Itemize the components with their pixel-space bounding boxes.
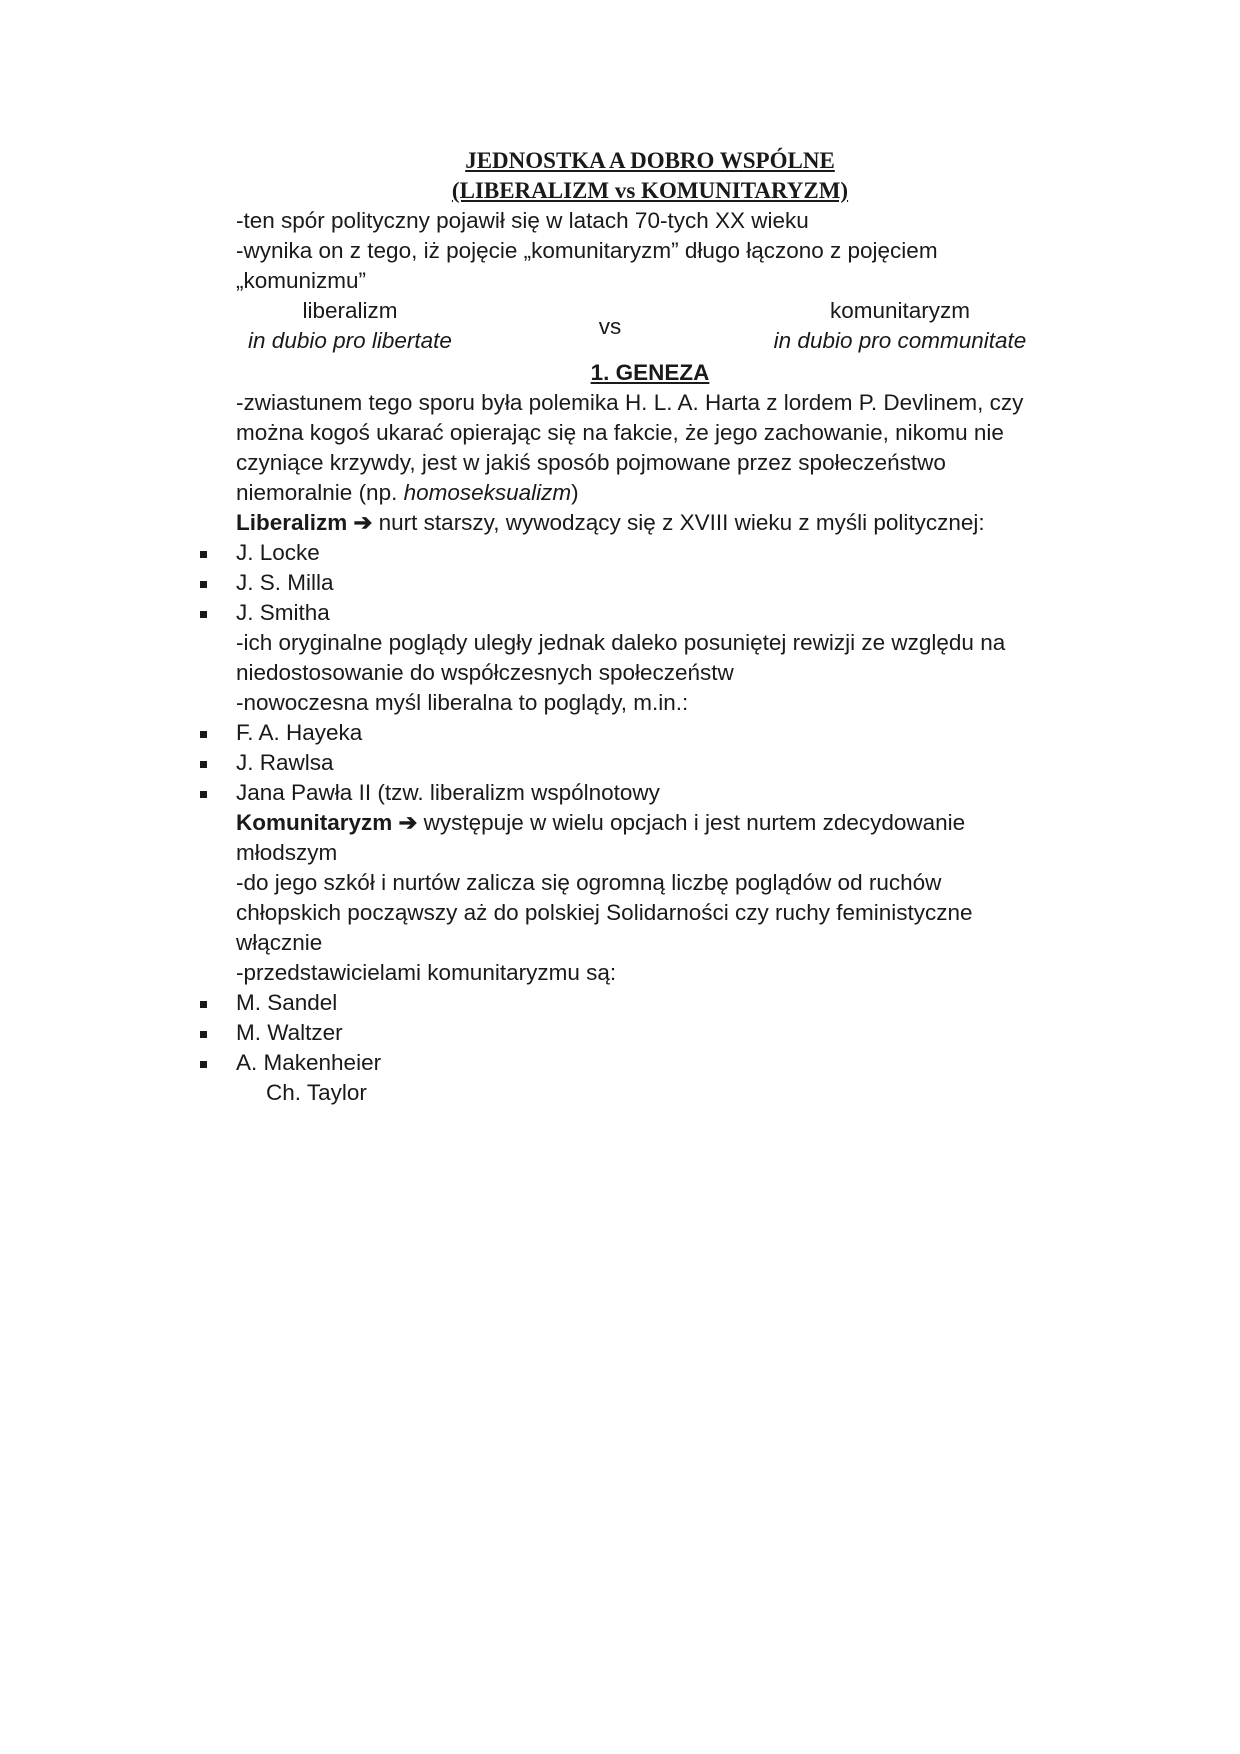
intro-line: -ten spór polityczny pojawił się w latach 70-tych XX wieku: [236, 208, 809, 233]
list-item: M. Waltzer: [236, 1020, 343, 1045]
intro-line: „komunizmu”: [236, 268, 367, 293]
square-bullet-icon: [200, 1001, 207, 1008]
list-item: J. Smitha: [236, 600, 330, 625]
paragraph-line: -do jego szkół i nurtów zalicza się ogromną liczbę poglądów od ruchów: [236, 870, 942, 895]
list-item: J. Locke: [236, 540, 320, 565]
communitarianism-line: [236, 808, 965, 838]
liberalism-label: Liberalizm: [236, 510, 348, 535]
square-bullet-icon: [200, 581, 207, 588]
liberalism-line: [236, 508, 985, 538]
square-bullet-icon: [200, 1061, 207, 1068]
paragraph-line: -ich oryginalne poglądy uległy jednak daleko posuniętej rewizji ze względu na: [236, 630, 1006, 655]
list-item: A. Makenheier: [236, 1050, 382, 1075]
paragraph-line: można kogoś ukarać opierając się na fakcie, że jego zachowanie, nikomu nie: [236, 420, 1004, 445]
paragraph-line: -nowoczesna myśl liberalna to poglądy, m.in.:: [236, 690, 689, 715]
paragraph-line: włącznie: [236, 930, 323, 955]
paragraph-line: młodszym: [236, 840, 338, 865]
vs-label: vs: [598, 314, 622, 339]
communitarianism-text: występuje w wielu opcjach i jest nurtem zdecydowanie: [417, 810, 966, 835]
list-item: J. Rawlsa: [236, 750, 334, 775]
arrow-right-icon: ➔: [353, 510, 373, 535]
list-item: Ch. Taylor: [266, 1080, 367, 1105]
paragraph-text: ): [571, 480, 579, 505]
list-item: Jana Pawła II (tzw. liberalizm wspólnotowy: [236, 780, 660, 805]
square-bullet-icon: [200, 1031, 207, 1038]
liberalism-text: nurt starszy, wywodzący się z XVIII wieku z myśli politycznej:: [372, 510, 985, 535]
arrow-right-icon: ➔: [398, 810, 418, 835]
square-bullet-icon: [200, 761, 207, 768]
paragraph-line: czyniące krzywdy, jest w jakiś sposób pojmowane przez społeczeństwo: [236, 450, 946, 475]
left-term: liberalizm: [302, 298, 398, 323]
document-title-line2: (LIBERALIZM vs KOMUNITARYZM): [451, 178, 849, 203]
list-item: M. Sandel: [236, 990, 338, 1015]
square-bullet-icon: [200, 611, 207, 618]
list-item: F. A. Hayeka: [236, 720, 363, 745]
paragraph-line: -zwiastunem tego sporu była polemika H. L. A. Harta z lordem P. Devlinem, czy: [236, 390, 1024, 415]
list-item: J. S. Milla: [236, 570, 334, 595]
paragraph-line: chłopskich począwszy aż do polskiej Solidarności czy ruchy feministyczne: [236, 900, 973, 925]
paragraph-text: niemoralnie (np.: [236, 480, 404, 505]
paragraph-line: -przedstawicielami komunitaryzmu są:: [236, 960, 617, 985]
square-bullet-icon: [200, 551, 207, 558]
square-bullet-icon: [200, 731, 207, 738]
square-bullet-icon: [200, 791, 207, 798]
left-motto: in dubio pro libertate: [248, 328, 452, 353]
communitarianism-label: Komunitaryzm: [236, 810, 393, 835]
intro-line: -wynika on z tego, iż pojęcie „komunitaryzm” długo łączono z pojęciem: [236, 238, 938, 263]
example-term: homoseksualizm: [403, 480, 572, 505]
paragraph-line: niedostosowanie do współczesnych społeczeństw: [236, 660, 734, 685]
paragraph-line: [236, 478, 579, 508]
document-title-line1: JEDNOSTKA A DOBRO WSPÓLNE: [465, 148, 835, 173]
right-motto: in dubio pro communitate: [773, 328, 1027, 353]
section-heading: 1. GENEZA: [590, 360, 710, 385]
right-term: komunitaryzm: [829, 298, 971, 323]
